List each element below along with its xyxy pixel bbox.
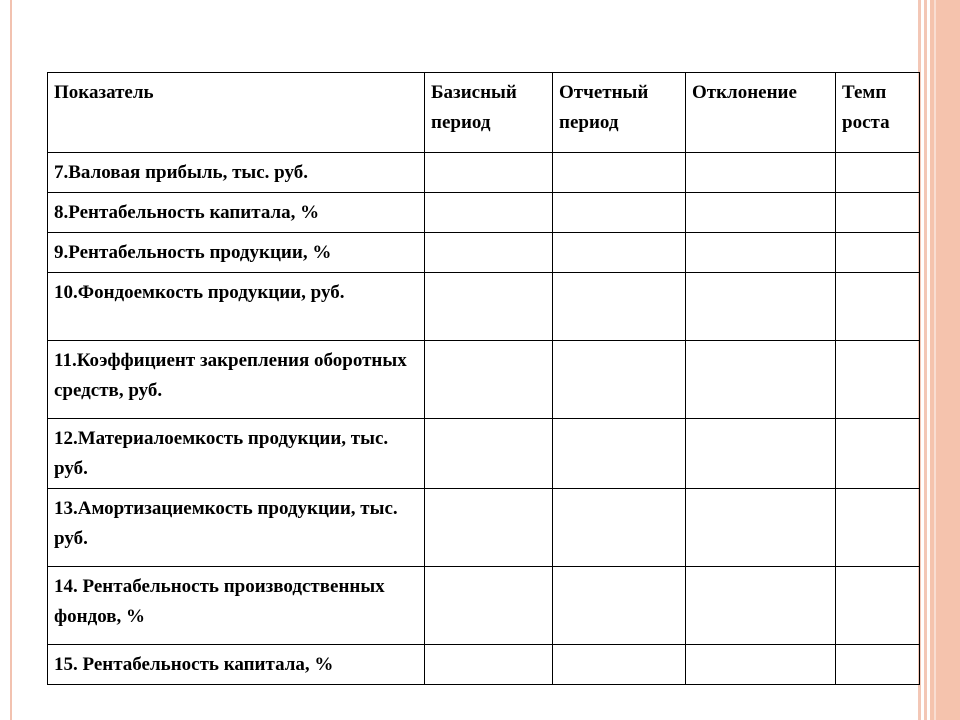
cell-base	[425, 153, 553, 193]
cell-growth	[836, 419, 920, 489]
cell-growth	[836, 489, 920, 567]
table-row	[48, 193, 920, 233]
stripe	[934, 0, 936, 720]
cell-report	[553, 193, 686, 233]
cell-report	[553, 153, 686, 193]
cell-growth	[836, 233, 920, 273]
cell-report	[553, 645, 686, 685]
cell-growth	[836, 645, 920, 685]
header-report-period: Отчетный период	[553, 73, 686, 153]
table-header-row	[48, 73, 920, 153]
cell-base	[425, 419, 553, 489]
table-row	[48, 341, 920, 419]
row-label: 14. Рентабельность производственных фондов, %	[48, 567, 425, 645]
table-row	[48, 489, 920, 567]
cell-report	[553, 489, 686, 567]
cell-report	[553, 273, 686, 341]
cell-base	[425, 489, 553, 567]
row-label: 15. Рентабельность капитала, %	[48, 645, 425, 685]
cell-report	[553, 233, 686, 273]
row-label: 8.Рентабельность капитала, %	[48, 193, 425, 233]
cell-report	[553, 419, 686, 489]
cell-growth	[836, 153, 920, 193]
row-label: 9.Рентабельность продукции, %	[48, 233, 425, 273]
table-row	[48, 419, 920, 489]
cell-deviation	[686, 341, 836, 419]
cell-deviation	[686, 233, 836, 273]
cell-base	[425, 341, 553, 419]
cell-report	[553, 341, 686, 419]
row-label: 10.Фондоемкость продукции, руб.	[48, 273, 425, 341]
cell-base	[425, 233, 553, 273]
row-label: 13.Амортизациемкость продукции, тыс. руб.	[48, 489, 425, 567]
row-label: 12.Материалоемкость продукции, тыс. руб.	[48, 419, 425, 489]
table-row	[48, 233, 920, 273]
cell-growth	[836, 341, 920, 419]
cell-base	[425, 273, 553, 341]
table-row	[48, 567, 920, 645]
row-label: 11.Коэффициент закрепления оборотных средств, руб.	[48, 341, 425, 419]
header-indicator: Показатель	[48, 73, 425, 153]
cell-deviation	[686, 419, 836, 489]
cell-growth	[836, 273, 920, 341]
cell-deviation	[686, 193, 836, 233]
left-decorative-rule	[10, 0, 12, 720]
cell-base	[425, 645, 553, 685]
cell-base	[425, 193, 553, 233]
cell-deviation	[686, 567, 836, 645]
cell-report	[553, 567, 686, 645]
cell-deviation	[686, 273, 836, 341]
table-row	[48, 153, 920, 193]
row-label: 7.Валовая прибыль, тыс. руб.	[48, 153, 425, 193]
header-growth-rate: Темп роста	[836, 73, 920, 153]
cell-growth	[836, 193, 920, 233]
cell-deviation	[686, 489, 836, 567]
right-decorative-stripes	[918, 0, 960, 720]
cell-base	[425, 567, 553, 645]
table-row	[48, 273, 920, 341]
cell-deviation	[686, 153, 836, 193]
table-row	[48, 645, 920, 685]
cell-deviation	[686, 645, 836, 685]
header-base-period: Базисный период	[425, 73, 553, 153]
header-deviation: Отклонение	[686, 73, 836, 153]
indicators-table	[47, 72, 920, 685]
cell-growth	[836, 567, 920, 645]
stripe	[924, 0, 927, 720]
